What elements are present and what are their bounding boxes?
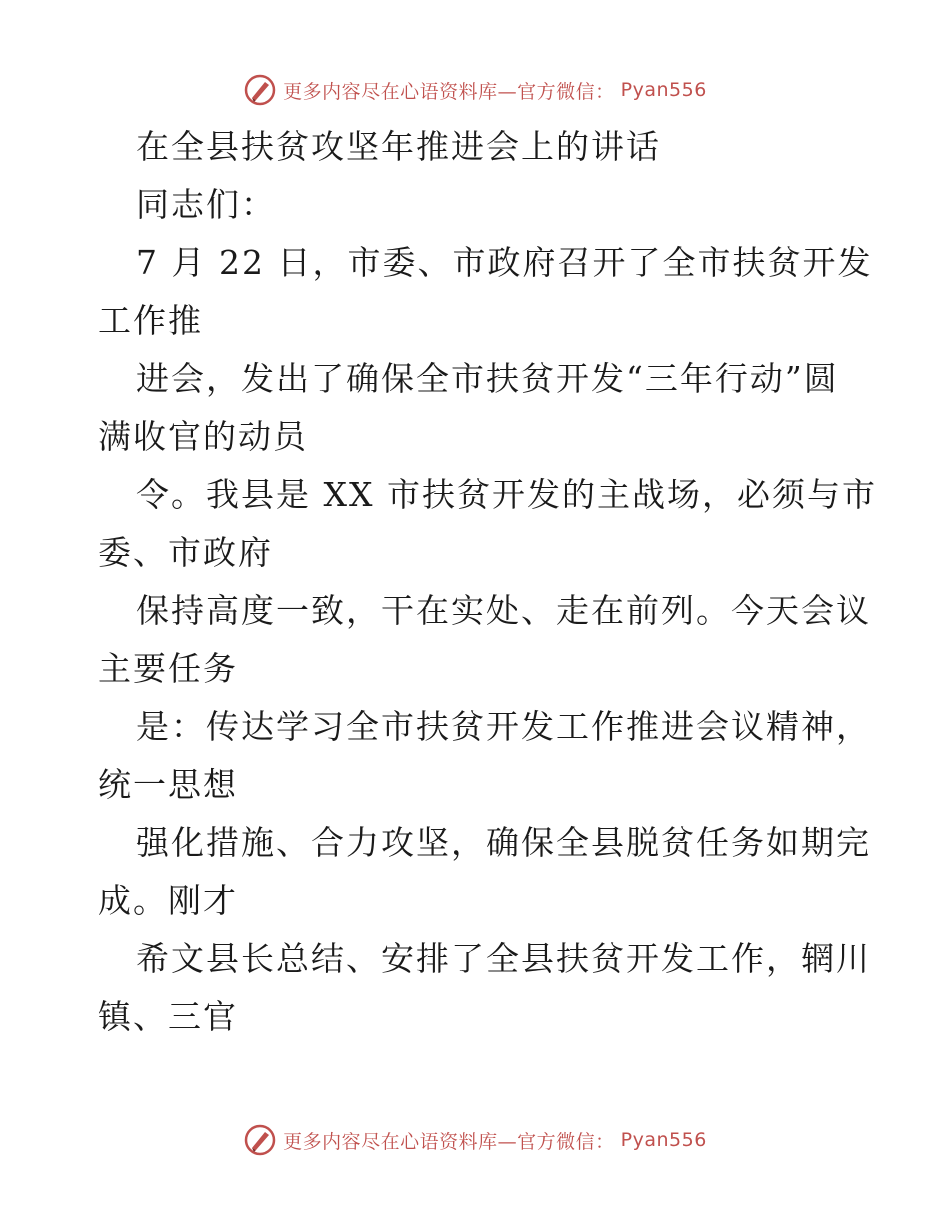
paragraph-line: 是：传达学习全市扶贫开发工作推进会议精神， — [136, 707, 871, 746]
paragraph-line: 成。刚才 — [98, 881, 238, 920]
paragraph-line: 满收官的动员 — [98, 417, 308, 456]
wechat-id: Pyan556 — [620, 79, 707, 101]
pen-logo-icon — [243, 73, 277, 107]
salutation: 同志们： — [136, 185, 276, 224]
paragraph-line: 统一思想 — [98, 765, 238, 804]
paragraph-line: 委、市政府 — [98, 533, 273, 572]
paragraph-line: 强化措施、合力攻坚，确保全县脱贫任务如期完 — [136, 823, 871, 862]
paragraph-line: 进会，发出了确保全市扶贫开发“三年行动”圆 — [136, 359, 839, 398]
paragraph-line: 镇、三官 — [98, 997, 238, 1036]
document-body — [98, 118, 877, 1046]
paragraph-line: 希文县长总结、安排了全县扶贫开发工作，辋川 — [136, 939, 871, 978]
document-title: 在全县扶贫攻坚年推进会上的讲话 — [136, 127, 661, 166]
banner-text: 更多内容尽在心语资料库—官方微信： — [283, 80, 615, 103]
wechat-id: Pyan556 — [620, 1129, 707, 1151]
paragraph-line: 7 月 22 日，市委、市政府召开了全市扶贫开发 — [136, 243, 873, 282]
footer-banner — [0, 1120, 950, 1160]
header-banner — [0, 70, 950, 110]
paragraph-line: 工作推 — [98, 301, 203, 340]
paragraph-line: 保持高度一致，干在实处、走在前列。今天会议 — [136, 591, 871, 630]
pen-logo-icon — [243, 1123, 277, 1157]
paragraph-line: 主要任务 — [98, 649, 238, 688]
banner-text: 更多内容尽在心语资料库—官方微信： — [283, 1130, 615, 1153]
paragraph-line: 令。我县是 XX 市扶贫开发的主战场，必须与市 — [136, 475, 877, 514]
